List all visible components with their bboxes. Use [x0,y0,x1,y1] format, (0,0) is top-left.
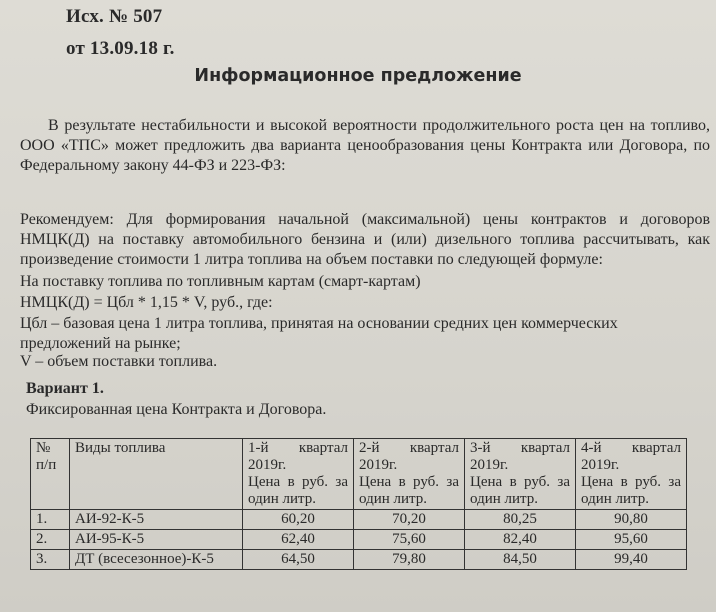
row-num: 1. [31,510,70,530]
row-price-q3: 80,25 [465,510,576,530]
definition-cbl-line2: предложений на рынке; [20,335,181,352]
intro-paragraph: В результате нестабильности и высокой вероятности продолжительного роста цен на топливо, ООО «ТПС» может предложить два варианта ценообразования цены Контракта или Договора, по Федеральному закону 44-ФЗ и 223-ФЗ: [20,117,710,174]
header-q3-unit: Цена в руб. за один литр. [470,474,570,507]
table-row [31,530,687,550]
row-price-q2: 70,20 [354,510,465,530]
recommendation-paragraph: Рекомендуем: Для формирования начальной (максимальной) цены контрактов и договоров НМЦК(Д) на поставку автомобильного бензина и (или) дизельного топлива рассчитывать, как произведение стоимости 1 литра топлива на объем поставки по следующей формуле: [20,211,710,268]
price-table [30,438,687,570]
row-num: 3. [31,550,70,570]
header-fuel-kind: Виды топлива [70,439,243,510]
row-fuel-kind: АИ-92-К-5 [70,510,243,530]
table-row [31,550,687,570]
table-header-row [31,439,687,510]
row-price-q2: 79,80 [354,550,465,570]
header-num: № п/п [31,439,70,510]
header-q4-title: 4-й квартал 2019г. [581,440,681,473]
header-q3 [465,439,576,510]
row-price-q3: 84,50 [465,550,576,570]
row-fuel-kind: ДТ (всесезонное)-К-5 [70,550,243,570]
header-q2 [354,439,465,510]
row-price-q4: 95,60 [576,530,687,550]
outgoing-date: от 13.09.18 г. [66,38,175,59]
row-price-q4: 99,40 [576,550,687,570]
table-row [31,510,687,530]
header-q4-unit: Цена в руб. за один литр. [581,474,681,507]
row-price-q1: 62,40 [243,530,354,550]
header-q4 [576,439,687,510]
row-price-q3: 82,40 [465,530,576,550]
variant-heading: Вариант 1. [26,380,104,397]
row-price-q1: 64,50 [243,550,354,570]
row-fuel-kind: АИ-95-К-5 [70,530,243,550]
row-num: 2. [31,530,70,550]
header-q3-title: 3-й квартал 2019г. [470,440,570,473]
definition-v-line: V – объем поставки топлива. [20,353,218,370]
definition-cbl-line1: Цбл – базовая цена 1 литра топлива, принятая на основании средних цен коммерческих [20,315,618,332]
header-q2-unit: Цена в руб. за один литр. [359,474,459,507]
header-q2-title: 2-й квартал 2019г. [359,440,459,473]
formula-line: НМЦК(Д) = Цбл * 1,15 * V, руб., где: [20,294,273,311]
row-price-q4: 90,80 [576,510,687,530]
header-q1-title: 1-й квартал 2019г. [248,440,348,473]
supply-line: На поставку топлива по топливным картам (смарт-картам) [20,273,421,290]
header-q1-unit: Цена в руб. за один литр. [248,474,348,507]
outgoing-number: Исх. № 507 [66,6,163,27]
variant-description: Фиксированная цена Контракта и Договора. [26,401,327,418]
document-title: Информационное предложение [194,66,522,86]
row-price-q1: 60,20 [243,510,354,530]
header-q1 [243,439,354,510]
row-price-q2: 75,60 [354,530,465,550]
